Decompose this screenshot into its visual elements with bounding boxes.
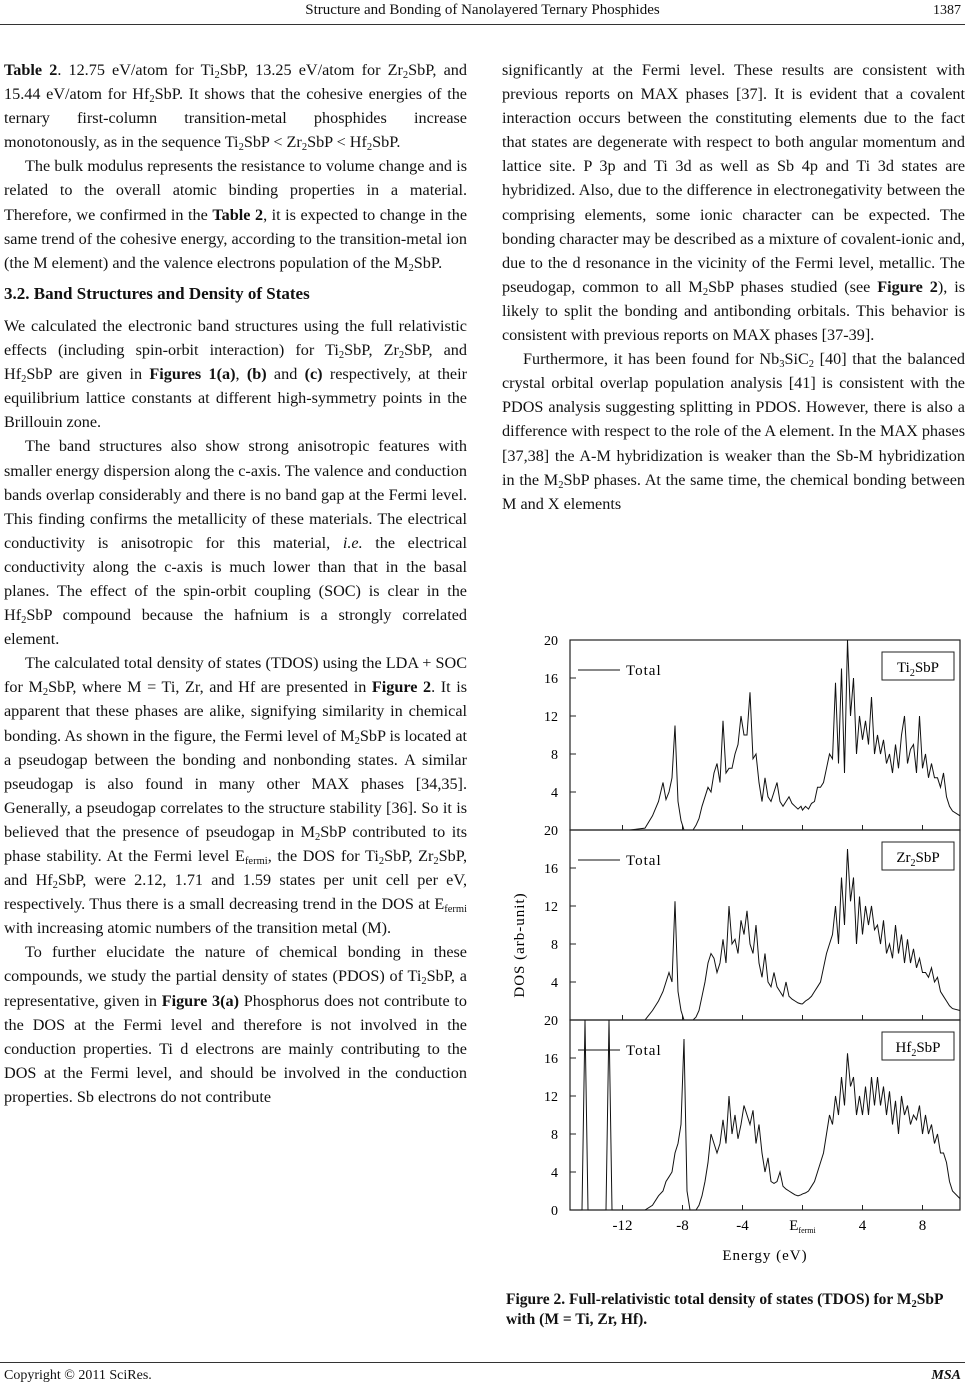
paragraph-tdos: The calculated total density of states (TDOS) using the LDA + SOC for $M_2SbP$, where M = Ti, Zr, and Hf are presented in Figure 2. It is apparent that these phases are alike, signifying similarity in chemical bonding. As shown in the figure, the Fermi level of $M_2SbP$ is located at a pseudogap between the bonding and nonbonding states. A similar pseudogap is also found in many other MAX phases [34,35]. Generally, a pseudogap correlates to the structure stability [36]. So it is believed that the presence of pseudogap in $M_2SbP$ contributed to its phase stability. At the Fermi level $E_{fermi}$, the DOS for $Ti_2SbP$, $Zr_2SbP$, and $Hf_2SbP$, were 2.12, 1.71 and 1.59 states per unit cell per eV, respectively. Thus there is a small decreasing trend in the DOS at $E_{fermi}$ with increasing atomic numbers of the transition metal (M). [4, 654, 468, 938]
paragraph-table2-cohesive: Table 2. 12.75 eV/atom for $Ti_2SbP$, 13.25 eV/atom for $Zr_2SbP$, and 15.44 eV/atom for $Hf_2SbP$. It shows that the cohesive energies of the ternary first-column transition-metal phosphides increase monotonously, as in the sequence $Ti_2SbP < Zr_2SbP < Hf_2SbP$. [4, 61, 467, 154]
x-tick-label: 8 [918, 1218, 927, 1234]
x-axis-label: Energy (eV) [722, 1248, 808, 1264]
y-tick-label: 20 [544, 1014, 558, 1029]
header-rule [0, 24, 965, 25]
copyright: Copyright © 2011 SciRes. [4, 1368, 152, 1383]
y-axis-label: DOS (arb-unit) [512, 892, 528, 998]
y-tick-label: 16 [544, 862, 558, 877]
y-tick-label: 8 [551, 938, 558, 953]
compound-label: $Hf_2SbP$ [895, 1040, 941, 1059]
compound-label: $Ti_2SbP$ [897, 660, 939, 679]
paragraph-anisotropy: The band structures also show strong anisotropic features with smaller energy dispersion along the c-axis. The valence and conduction bands overlap considerably and there is no band gap at the Fermi level. This finding confirms the metallicity of these materials. The electrical conductivity is anisotropic for this material, i.e. the electrical conductivity along the c-axis is much lower than that in the basal planes. The effect of the spin-orbit coupling (SOC) is clear in the $Hf_2SbP$ compound because the hafnium is a strongly correlated element. [4, 437, 467, 649]
legend-label: Total [626, 663, 662, 679]
dos-chart [500, 625, 965, 1280]
y-tick-label: 12 [544, 900, 558, 915]
y-tick-label: 20 [544, 824, 558, 839]
y-tick-label: 4 [551, 976, 558, 991]
paragraph-pdos: To further elucidate the nature of chemical bonding in these compounds, we study the partial density of states (PDOS) of $Ti_2SbP$, a representative, given in Figure 3(a) Phosphorus does not contribute to the DOS at the Fermi level and therefore is not involved in the conduction properties. Ti d electrons are mainly contributing to the DOS at the Fermi level, and should be involved in the conduction properties. Sb electrons do not contribute [4, 943, 467, 1106]
legend-label: Total [626, 1043, 662, 1059]
paragraph-bonding-character: significantly at the Fermi level. These results are consistent with previous reports on MAX phases [37]. It is evident that a covalent interaction occurs between the constituting elements due to the fact that states are degenerate with respect to both angular momentum and lattice site. P 3p and Ti 3d as well as Sb 4p and Ti 3d states are hybridized. Also, due to the difference in electronegativity between the comprising elements, some ionic character can be expected. The bonding character may be described as a mixture of covalent-ionic and, due to the d resonance in the vicinity of the Fermi level, metallic. The pseudogap, common to all $M_2SbP$ phases studied (see Figure 2), is likely to split the bonding and antibonding orbitals. This behavior is consistent with previous reports on MAX phases [37-39]. [502, 61, 965, 345]
left-column [4, 58, 467, 1109]
x-tick-label: -4 [736, 1218, 749, 1234]
paragraph-bulk-modulus: The bulk modulus represents the resistance to volume change and is related to the overall atomic binding properties in a material. Therefore, we confirmed in the Table 2, it is expected to change in the same trend of the cohesive energy, according to the transition-metal ion (the M element) and the valence electrons population of the $M_2SbP$. [4, 157, 467, 274]
right-column [502, 58, 965, 516]
y-tick-label: 4 [551, 1166, 558, 1181]
running-header-title: Structure and Bonding of Nanolayered Ternary Phosphides [305, 2, 660, 18]
x-tick-label: 4 [858, 1218, 867, 1234]
fermi-level-label: $E_{fermi}$ [789, 1218, 816, 1235]
y-tick-label: 12 [544, 710, 558, 725]
y-tick-label: 12 [544, 1090, 558, 1105]
page-number: 1387 [933, 3, 961, 18]
section-heading: 3.2. Band Structures and Density of States [4, 283, 310, 303]
y-tick-label: 8 [551, 1128, 558, 1143]
y-tick-label: 16 [544, 1052, 558, 1067]
x-tick-label: -12 [612, 1218, 633, 1234]
figure-caption: Figure 2. Full-relativistic total density of states (TDOS) for $M_2SbP$ with (M = Ti, Zr, Hf). [506, 1291, 943, 1328]
y-tick-label: 16 [544, 672, 558, 687]
dos-series-line [570, 849, 960, 1020]
journal-abbrev: MSA [931, 1368, 961, 1383]
compound-label: $Zr_2SbP$ [896, 850, 940, 869]
legend-label: Total [626, 853, 662, 869]
paragraph-nb3sic2: Furthermore, it has been found for $Nb_3SiC_2$ [40] that the balanced crystal orbital overlap population analysis [41] is consistent with the PDOS analysis suggesting splitting in PDOS. However, there is also a difference with respect to the role of the A element. In the MAX phases [37,38] the A-M hybridization is weaker than the Sb-M hybridization in the $M_2SbP$ phases. At the same time, the chemical bonding between M and X elements [502, 350, 965, 513]
paragraph-band-structures: We calculated the electronic band structures using the full relativistic effects (including spin-orbit interaction) for $Ti_2SbP$, $Zr_2SbP$, and $Hf_2SbP$ are given in Figures 1(a), (b) and (c) respectively, at their equilibrium lattice constants at different high-symmetry points in the Brillouin zone. [4, 316, 467, 432]
y-tick-label: 20 [544, 634, 558, 649]
y-tick-label: 8 [551, 748, 558, 763]
footer-rule [0, 1362, 965, 1363]
x-tick-label: -8 [676, 1218, 689, 1234]
y-tick-label: 4 [551, 786, 558, 801]
y-tick-label: 0 [551, 1204, 558, 1219]
